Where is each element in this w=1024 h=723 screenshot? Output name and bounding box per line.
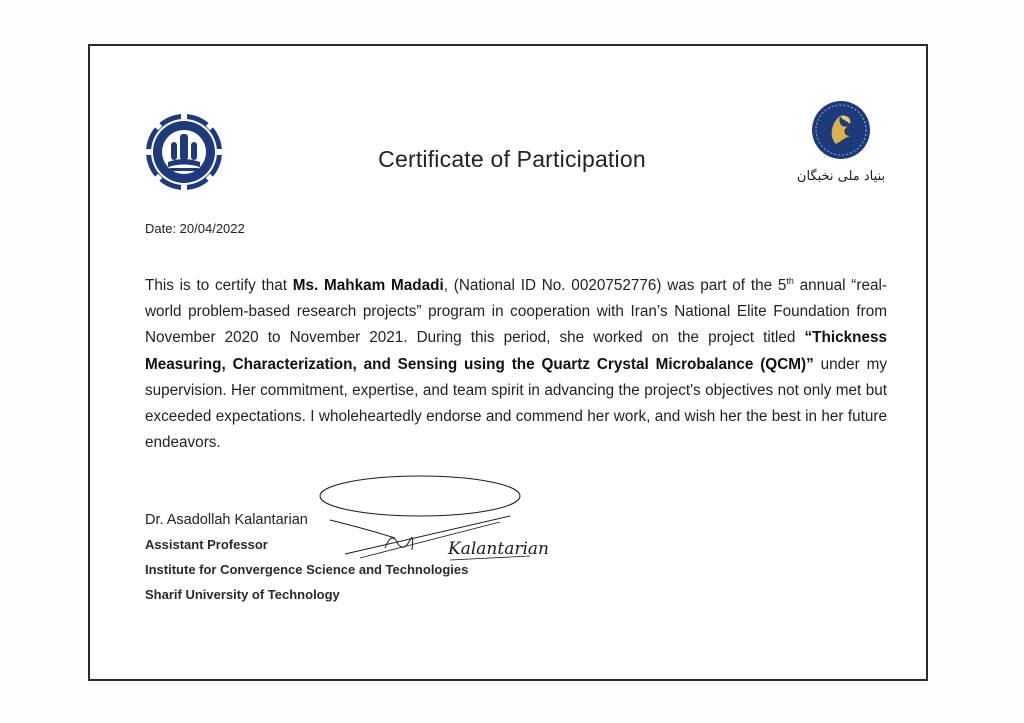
body-text-part-2: , (National ID No. 0020752776) was part of the 5	[443, 277, 787, 294]
foundation-caption: بنیاد ملی نخبگان	[796, 169, 886, 184]
recipient-name: Ms. Mahkam Madadi	[292, 277, 444, 294]
project-title: “Thickness Measuring, Characterization, and Sensing using the Quartz Crystal Microbalance (QCM)”	[145, 329, 887, 373]
signatory-institute: Institute for Convergence Science and Technologies	[145, 562, 469, 577]
handwritten-signature	[300, 470, 549, 570]
signature-text: Kalantarian	[448, 539, 549, 559]
body-text-part-4: under my supervision. Her commitment, expertise, and team spirit in advancing the project's objectives not only met but exceeded expectations. I wholeheartedly endorse and commend her work, and wish her the best in her future endeavors.	[145, 355, 888, 452]
signatory-university: Sharif University of Technology	[145, 587, 340, 602]
body-text-part-3: annual “real-world problem-based research projects” program in cooperation with Iran’s National Elite Foundation from November 2020 to November 2021. During this period, she worked on the project titled	[145, 277, 888, 347]
body-text-part-1: This is to certify that	[145, 277, 293, 294]
certificate-date: Date: 20/04/2022	[145, 221, 245, 236]
signatory-name: Dr. Asadollah Kalantarian	[145, 512, 308, 528]
ordinal-suffix: th	[786, 275, 794, 286]
certificate-title: Certificate of Participation	[378, 146, 646, 172]
certificate-body	[145, 273, 887, 456]
signatory-position: Assistant Professor	[145, 537, 268, 552]
signature-icon	[300, 470, 549, 570]
